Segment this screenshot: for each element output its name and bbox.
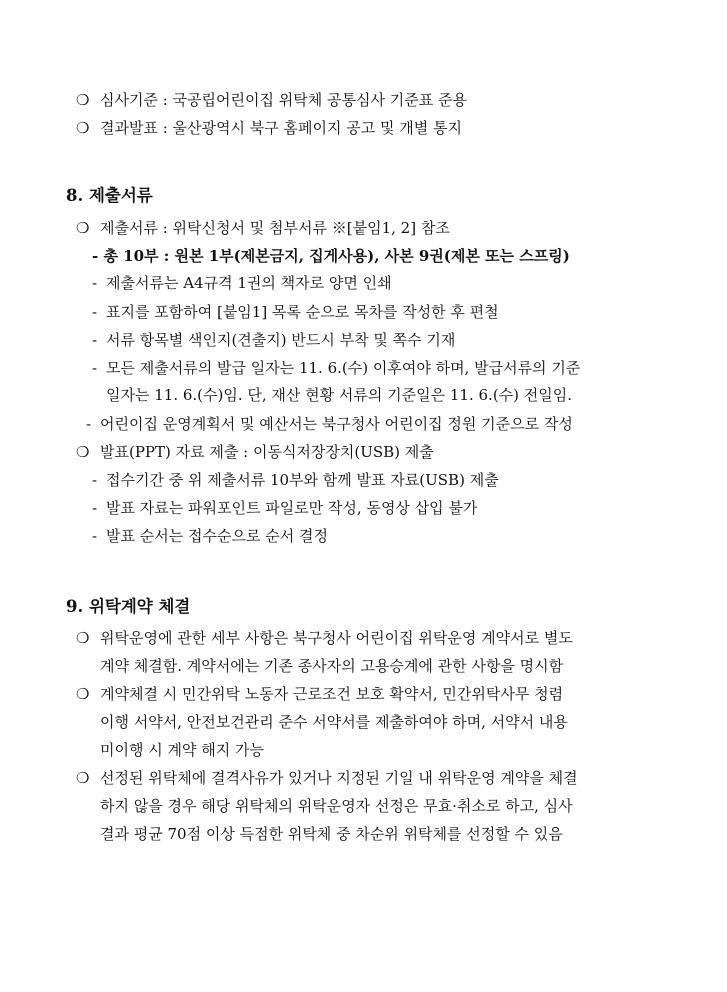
bullet-icon: ❍ <box>76 629 90 647</box>
section-8-sub-1: 제출서류는 A4규격 1권의 책자로 양면 인쇄 <box>106 274 392 292</box>
intro-line-1: 심사기준 : 국공립어린이집 위탁체 공통심사 기준표 준용 <box>100 91 467 109</box>
section-8-bullet-2-sub-1: 접수기간 중 위 제출서류 10부와 함께 발표 자료(USB) 제출 <box>106 471 499 489</box>
section-8-sub-4-line-2: 일자는 11. 6.(수)임. 단, 재산 현황 서류의 기준일은 11. 6.(수) 전일임. <box>106 386 573 404</box>
section-9-title: 9. 위탁계약 체결 <box>66 597 191 616</box>
section-8-bullet-2-sub-2: 발표 자료는 파워포인트 파일로만 작성, 동영상 삽입 불가 <box>106 499 478 517</box>
bullet-icon: ❍ <box>76 219 90 237</box>
section-8-sub-2: 표지를 포함하여 [붙임1] 목록 순으로 목차를 작성한 후 편철 <box>106 303 499 321</box>
bullet-icon: ❍ <box>76 769 90 787</box>
dash-mark: - <box>92 331 98 349</box>
section-9-p2-line-3: 미이행 시 계약 해지 가능 <box>100 741 264 759</box>
dash-mark: - <box>92 499 98 517</box>
section-8-sub-3: 서류 항목별 색인지(견출지) 반드시 부착 및 쪽수 기재 <box>106 331 456 349</box>
dash-mark: - <box>92 303 98 321</box>
bullet-icon: ❍ <box>76 685 90 703</box>
section-8-bullet-2: 발표(PPT) 자료 제출 : 이동식저장장치(USB) 제출 <box>100 443 434 461</box>
section-8-bullet-1: 제출서류 : 위탁신청서 및 첨부서류 ※[붙임1, 2] 참조 <box>100 219 450 237</box>
section-9-p2-line-2: 이행 서약서, 안전보건관리 준수 서약서를 제출하여야 하며, 서약서 내용 <box>100 713 568 731</box>
dash-mark: - <box>92 274 98 292</box>
section-9-p1-line-2: 계약 체결함. 계약서에는 기존 종사자의 고용승계에 관한 사항을 명시함 <box>100 657 564 675</box>
section-8-sub-4-line-1: 모든 제출서류의 발급 일자는 11. 6.(수) 이후여야 하며, 발급서류의 기준 <box>106 359 581 377</box>
bullet-icon: ❍ <box>76 443 90 461</box>
section-9-p3-line-2: 하지 않을 경우 해당 위탁체의 위탁운영자 선정은 무효·취소로 하고, 심사 <box>100 797 573 815</box>
section-9-p2-line-1: 계약체결 시 민간위탁 노동자 근로조건 보호 확약서, 민간위탁사무 청렴 <box>100 685 564 703</box>
section-8-bold-item: - 총 10부 : 원본 1부(제본금지, 집게사용), 사본 9권(제본 또는 스프링) <box>92 247 570 265</box>
section-8-sub-5: 어린이집 운영계획서 및 예산서는 북구청사 어린이집 정원 기준으로 작성 <box>100 415 573 433</box>
bullet-icon: ❍ <box>76 119 90 137</box>
bullet-icon: ❍ <box>76 91 90 109</box>
dash-mark: - <box>92 359 98 377</box>
section-9-p3-line-3: 결과 평균 70점 이상 득점한 위탁체 중 차순위 위탁체를 선정할 수 있음 <box>100 825 563 843</box>
section-9-p1-line-1: 위탁운영에 관한 세부 사항은 북구청사 어린이집 위탁운영 계약서로 별도 <box>100 629 573 647</box>
intro-line-2: 결과발표 : 울산광역시 북구 홈페이지 공고 및 개별 통지 <box>100 119 462 137</box>
section-8-bullet-2-sub-3: 발표 순서는 접수순으로 순서 결정 <box>106 527 328 545</box>
dash-mark: - <box>86 415 92 433</box>
section-8-title: 8. 제출서류 <box>66 186 153 205</box>
dash-mark: - <box>92 527 98 545</box>
section-9-p3-line-1: 선정된 위탁체에 결격사유가 있거나 지정된 기일 내 위탁운영 계약을 체결 <box>100 769 578 787</box>
dash-mark: - <box>92 471 98 489</box>
